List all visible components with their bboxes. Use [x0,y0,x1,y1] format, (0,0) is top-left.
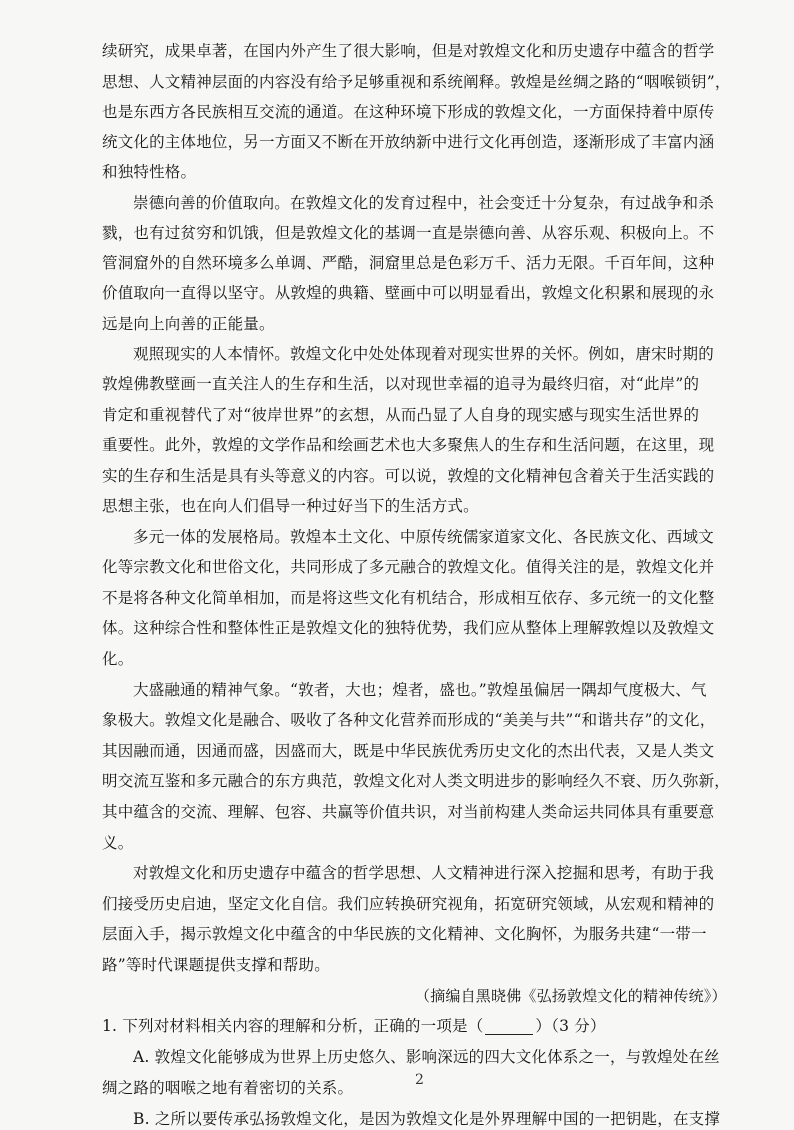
passage-line: 明交流互鉴和多元融合的东方典范，敦煌文化对人类文明进步的影响经久不衰、历久弥新， [102,772,731,790]
question-score: ）（3 分） [535,1017,606,1035]
page-number: 2 [415,1072,424,1088]
answer-blank[interactable] [485,1020,533,1035]
passage-line: 其因融而通，因通而盛，因盛而大，既是中华民族优秀历史文化的杰出代表，又是人类文 [102,742,715,760]
passage-line: 对敦煌文化和历史遗存中蕴含的哲学思想、人文精神进行深入挖掘和思考，有助于我 [133,864,714,882]
source-citation: （摘编自黑晓佛《弘扬敦煌文化的精神传统》） [415,987,727,1005]
passage-line: 崇德向善的价值取向。在敦煌文化的发育过程中，社会变迁十分复杂，有过战争和杀 [133,194,714,212]
passage-line: 化等宗教文化和世俗文化，共同形成了多元融合的敦煌文化。值得关注的是，敦煌文化并 [102,558,715,576]
passage-line: 统文化的主体地位，另一方面又不断在开放纳新中进行文化再创造，逐渐形成了丰富内涵 [102,133,715,151]
passage-line: 不是将各种文化简单相加，而是将这些文化有机结合，形成相互依存、多元统一的文化整 [102,589,715,607]
passage-line: 观照现实的人本情怀。敦煌文化中处处体现着对现实世界的关怀。例如，唐宋时期的 [133,345,714,363]
question-stem-text: 1. 下列对材料相关内容的理解和分析，正确的一项是（ [102,1017,484,1035]
passage-line: 实的生存和生活是具有头等意义的内容。可以说，敦煌的文化精神包含着关于生活实践的 [102,467,715,485]
passage-line: 也是东西方各民族相互交流的通道。在这种环境下形成的敦煌文化，一方面保持着中原传 [102,103,715,121]
passage-line: 化。 [102,650,134,668]
passage-line: 和独特性格。 [102,163,197,181]
option-b-line: B. 之所以要传承弘扬敦煌文化，是因为敦煌文化是外界理解中国的一把钥匙，在支撑 [133,1110,721,1128]
option-a-line: 绸之路的咽喉之地有着密切的关系。 [102,1079,354,1097]
passage-line: 肯定和重视替代了对“彼岸世界”的玄想，从而凸显了人自身的现实感与现实生活世界的 [102,406,700,424]
option-a-line: A. 敦煌文化能够成为世界上历史悠久、影响深远的四大文化体系之一，与敦煌处在丝 [133,1048,720,1066]
passage-line: 象极大。敦煌文化是融合、吸收了各种文化营养而形成的“美美与共”“和谐共存”的文化， [102,711,716,729]
passage-line: 价值取向一直得以坚守。从敦煌的典籍、壁画中可以明显看出，敦煌文化积累和展现的永 [102,284,715,302]
passage-line: 敦煌佛教壁画一直关注人的生存和生活，以对现世幸福的追寻为最终归宿，对“此岸”的 [102,375,700,393]
passage-line: 其中蕴含的交流、理解、包容、共赢等价值共识，对当前构建人类命运共同体具有重要意 [102,803,715,821]
passage-line: 路”等时代课题提供支撑和帮助。 [102,956,330,974]
passage-line: 戮，也有过贫穷和饥饿，但是敦煌文化的基调一直是崇德向善、从容乐观、积极向上。不 [102,224,715,242]
passage-line: 重要性。此外，敦煌的文学作品和绘画艺术也大多聚焦人的生存和生活问题，在这里，现 [102,436,715,454]
question-stem [102,1015,606,1037]
passage-line: 义。 [102,834,134,852]
passage-line: 多元一体的发展格局。敦煌本土文化、中原传统儒家道家文化、各民族文化、西域文 [133,528,714,546]
passage-line: 体。这种综合性和整体性正是敦煌文化的独特优势，我们应从整体上理解敦煌以及敦煌文 [102,619,715,637]
passage-line: 们接受历史启迪，坚定文化自信。我们应转换研究视角，拓宽研究领域，从宏观和精神的 [102,895,715,913]
passage-line: 管洞窟外的自然环境多么单调、严酷，洞窟里总是色彩万千、活力无限。千百年间，这种 [102,254,715,272]
passage-line: 远是向上向善的正能量。 [102,315,275,333]
passage-line: 大盛融通的精神气象。“敦者，大也；煌者，盛也。”敦煌虽偏居一隅却气度极大、气 [133,681,707,699]
passage-line: 思想、人文精神层面的内容没有给予足够重视和系统阐释。敦煌是丝绸之路的“咽喉锁钥”， [102,73,731,91]
passage-line: 层面入手，揭示敦煌文化中蕴含的中华民族的文化精神、文化胸怀，为服务共建“一带一 [102,925,707,943]
passage-line: 续研究，成果卓著，在国内外产生了很大影响，但是对敦煌文化和历史遗存中蕴含的哲学 [102,42,715,60]
passage-line: 思想主张，也在向人们倡导一种过好当下的生活方式。 [102,497,479,515]
